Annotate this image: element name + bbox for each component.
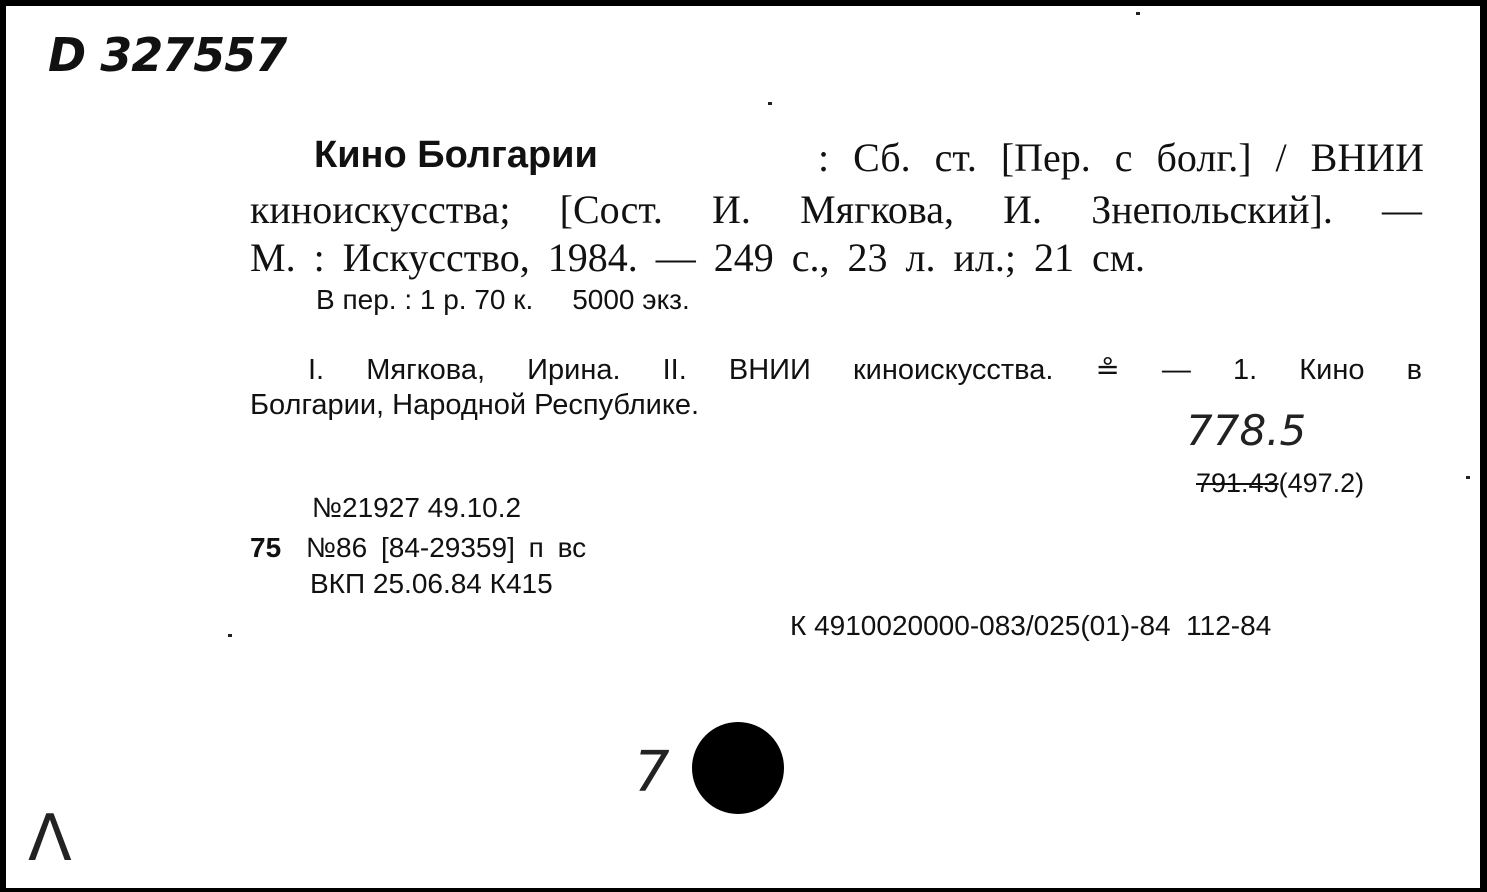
- call-number: D 327557: [48, 28, 287, 82]
- handwritten-class-number: 778.5: [1186, 406, 1307, 455]
- record-line-3: ВКП 25.06.84 К415: [310, 568, 553, 599]
- classification-line: [1196, 468, 1364, 499]
- record-line-1: №21927 49.10.2: [312, 492, 522, 523]
- isbn-line: К 4910020000-083/025(01)-84 112-84: [790, 610, 1272, 641]
- speck: [1466, 476, 1470, 479]
- crossed-classification: 791.43: [1196, 468, 1279, 498]
- handwritten-mark: 7: [634, 740, 670, 805]
- tracings-line-2: Болгарии, Народной Республике.: [250, 389, 700, 421]
- speck: [1136, 12, 1140, 15]
- entry-line-3: М. : Искусство, 1984. — 249 с., 23 л. ил.; 21 см.: [250, 235, 1146, 280]
- tracings-line-1: I. Мягкова, Ирина. II. ВНИИ киноискусства. ≗ — 1. Кино в: [308, 354, 1422, 386]
- title-line-rest: : Сб. ст. [Пер. с болг.] / ВНИИ: [817, 135, 1424, 180]
- record-line-2: №86 [84-29359] п вс: [306, 532, 587, 563]
- record-prefix: 75: [250, 532, 282, 563]
- entry-line-2: киноискусства; [Сост. И. Мягкова, И. Знепольский]. —: [250, 187, 1422, 232]
- speck: [228, 634, 232, 637]
- book-title: Кино Болгарии: [314, 134, 598, 176]
- catalog-card: [6, 6, 1480, 888]
- classification-rest: (497.2): [1278, 468, 1365, 498]
- speck: [768, 102, 772, 105]
- title-line: [314, 134, 1424, 181]
- corner-mark: Λ: [28, 802, 72, 876]
- price-line: В пер. : 1 р. 70 к. 5000 экз.: [316, 284, 690, 315]
- punch-hole: [692, 722, 784, 814]
